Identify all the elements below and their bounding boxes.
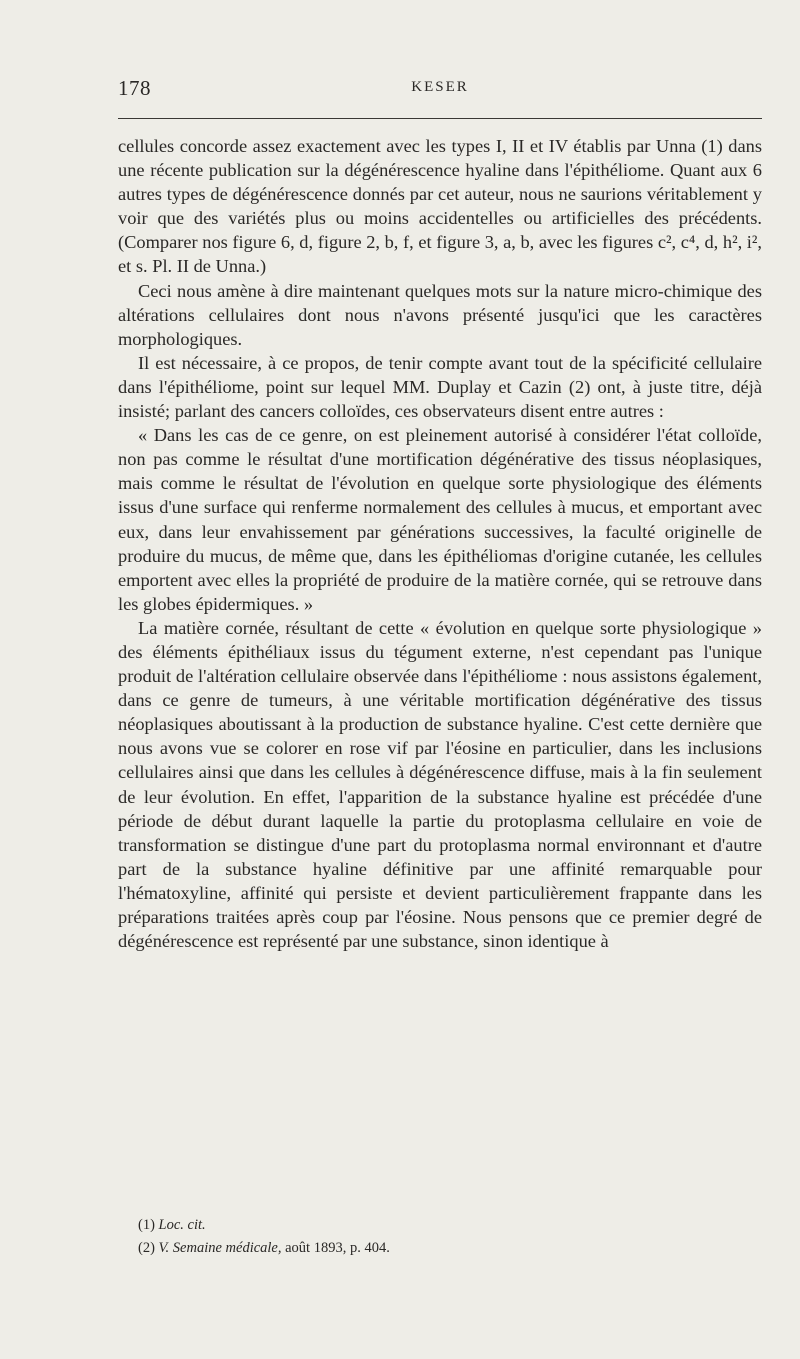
paragraph-3: Il est nécessaire, à ce propos, de tenir compte avant tout de la spécificité cellulaire dans l'épithéliome, point sur lequel MM. Duplay et Cazin (2) ont, à juste titre, déjà insisté; parlant des cancers colloïdes, ces observateurs disent entre autres : [118,352,762,422]
footnote-1 [138,1214,758,1237]
paragraph-2: Ceci nous amène à dire maintenant quelques mots sur la nature micro-chimique des altérations cellulaires dont nous n'avons présenté jusqu'ici que les caractères morphologiques. [118,280,762,349]
paragraph-5: La matière cornée, résultant de cette « évolution en quelque sorte physiologique » des éléments épithéliaux issus du tégument externe, n'est cependant pas l'unique produit de l'altération cellulaire observée dans l'épithéliome : nous assistons également, dans ce genre de tumeurs, à une véritable mortification dégénérative des tissus néoplasiques aboutissant à la production de substance hyaline. C'est cette dernière que nous avons vue se colorer en rose vif par l'éosine en particulier, dans les inclusions cellulaires ainsi que dans les cellules à dégénérescence diffuse, mais à la fin seulement de leur évolution. En effet, l'apparition de la substance hyaline est précédée d'une période de début durant laquelle la partie du protoplasma cellulaire en voie de transformation se distingue d'une part du protoplasma normal environnant et d'autre part de la substance hyaline définitive par une affinité remarquable pour l'hématoxyline, affinité qui persiste et devient particulièrement frappante dans les préparations traitées après coup par l'éosine. Nous pensons que ce premier degré de dégénérescence est représenté par une substance, sinon identique à [118,617,762,952]
page-header [118,76,762,102]
paragraph-1: cellules concorde assez exactement avec les types I, II et IV établis par Unna (1) dans une récente publication sur la dégénérescence hyaline dans l'épithéliome. Quant aux 6 autres types de dégénérescence donnés par cet auteur, nous ne saurions véritablement y voir que des variétés plus ou moins accidentelles ou artificielles des précédents. (Comparer nos figure 6, d, figure 2, b, f, et figure 3, a, b, avec les figures c², c⁴, d, h², i², et s. Pl. II de Unna.) [118,136,762,277]
footnote-2-text: août 1893, p. 404. [281,1240,390,1256]
footnotes [138,1214,758,1260]
running-title: KESER [411,79,469,95]
footnote-1-marker: (1) [138,1217,155,1233]
body-text [118,134,762,953]
footnote-2 [138,1237,758,1260]
footnote-2-marker: (2) [138,1240,155,1256]
paragraph-4: « Dans les cas de ce genre, on est pleinement autorisé à considérer l'état colloïde, non pas comme le résultat d'une mortification dégénérative des tissus néoplasiques, mais comme le résultat de l'évolution en quelque sorte physiologique des éléments issus d'une surface qui renferme normalement des cellules à mucus, et emportant avec eux, dans leur envahissement par générations successives, la faculté originelle de produire du mucus, de même que, dans les épithéliomas d'origine cutanée, les cellules emportent avec elles la propriété de produire de la matière cornée, qui se retrouve dans les globes épidermiques. » [118,425,762,614]
footnote-1-text: Loc. cit. [158,1217,206,1233]
footnote-2-source: V. Semaine médicale, [158,1240,282,1256]
header-rule [118,118,762,119]
page-number: 178 [118,76,151,100]
